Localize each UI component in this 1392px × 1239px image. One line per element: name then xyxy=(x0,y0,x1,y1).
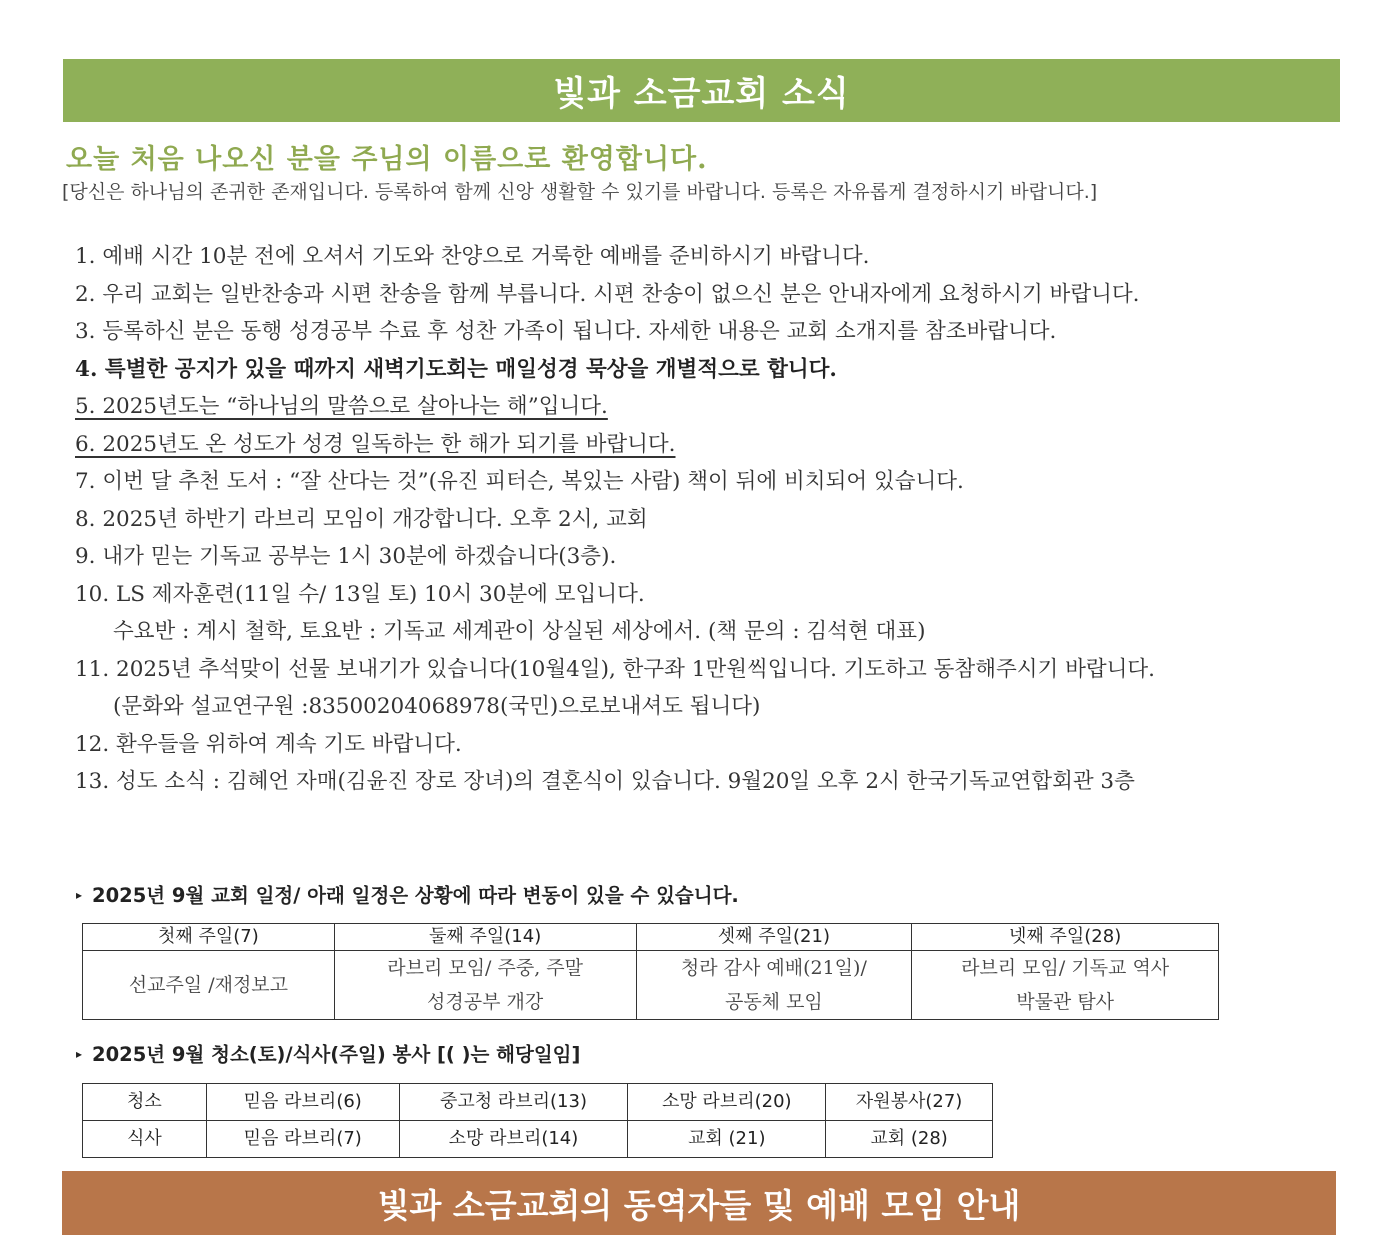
table-row xyxy=(83,1084,993,1121)
notice-item: 9. 내가 믿는 기독교 공부는 1시 30분에 하겠습니다(3층). xyxy=(75,544,617,569)
notice-item: 12. 환우들을 위하여 계속 기도 바랍니다. xyxy=(75,731,462,757)
footer-bar xyxy=(62,1171,1336,1235)
notice-item: 13. 성도 소식 : 김혜언 자매(김윤진 장로 장녀)의 결혼식이 있습니다. 9월20일 오후 2시 한국기독교연합회관 3층 xyxy=(75,769,1135,794)
bullet-triangle-icon: ▸ xyxy=(76,888,83,902)
table-cell xyxy=(912,951,1219,1020)
footer-title: 빛과 소금교회의 동역자들 및 예배 모임 안내 xyxy=(377,1185,1021,1225)
notice-item: 8. 2025년 하반기 라브리 모임이 개강합니다. 오후 2시, 교회 xyxy=(75,506,648,532)
page-title: 빛과 소금교회 소식 xyxy=(553,74,850,114)
column-header: 넷째 주일(28) xyxy=(912,924,1219,951)
schedule-table xyxy=(82,923,1219,1020)
notice-item xyxy=(75,426,1315,464)
notice-text: 5. 2025년도는 “하나님의 말씀으로 살아나는 해”입니다. xyxy=(75,394,608,419)
welcome-subtext: [당신은 하나님의 존귀한 존재입니다. 등록하여 함께 신앙 생활할 수 있기를 바랍니다. 등록은 자유롭게 결정하시기 바랍니다.] xyxy=(62,181,1098,203)
notice-item: 3. 등록하신 분은 동행 성경공부 수료 후 성찬 가족이 됩니다. 자세한 내용은 교회 소개지를 참조바랍니다. xyxy=(75,319,1057,344)
welcome-heading: 오늘 처음 나오신 분을 주님의 이름으로 환영합니다. xyxy=(66,144,708,175)
column-header: 셋째 주일(21) xyxy=(636,924,912,951)
cell-line: 라브리 모임/ 주중, 주말 xyxy=(387,957,583,979)
schedule-heading-text: 2025년 9월 교회 일정/ 아래 일정은 상황에 따라 변동이 있을 수 있습니다. xyxy=(92,884,739,907)
notice-item: 2. 우리 교회는 일반찬송과 시편 찬송을 함께 부릅니다. 시편 찬송이 없으신 분은 안내자에게 요청하시기 바랍니다. xyxy=(75,281,1140,307)
table-header-row xyxy=(83,924,1219,951)
page-title-bar xyxy=(63,59,1340,122)
table-row xyxy=(83,1121,993,1158)
cell-line: 공동체 모임 xyxy=(724,991,823,1013)
service-table xyxy=(82,1083,993,1158)
column-header: 둘째 주일(14) xyxy=(334,924,636,951)
notice-list xyxy=(75,238,1315,801)
notice-item: (문화와 설교연구원 :83500204068978(국민)으로보내셔도 됩니다) xyxy=(113,694,761,719)
service-heading xyxy=(76,1039,580,1067)
notice-item xyxy=(75,388,1315,426)
table-cell xyxy=(636,951,912,1020)
table-cell: 소망 라브리(20) xyxy=(628,1084,826,1121)
schedule-heading xyxy=(76,880,739,908)
bullet-triangle-icon: ▸ xyxy=(76,1047,83,1061)
table-row xyxy=(83,951,1219,1020)
cell-line: 선교주일 /재정보고 xyxy=(128,974,289,996)
cell-line: 라브리 모임/ 기독교 역사 xyxy=(961,957,1170,979)
table-cell: 믿음 라브리(7) xyxy=(206,1121,399,1158)
table-cell: 자원봉사(27) xyxy=(826,1084,993,1121)
table-cell xyxy=(334,951,636,1020)
service-heading-text: 2025년 9월 청소(토)/식사(주일) 봉사 [( )는 해당일임] xyxy=(92,1043,581,1066)
notice-item: 10. LS 제자훈련(11일 수/ 13일 토) 10시 30분에 모입니다. xyxy=(75,581,645,607)
cell-line: 박물관 탐사 xyxy=(1016,991,1115,1013)
notice-text: 6. 2025년도 온 성도가 성경 일독하는 한 해가 되기를 바랍니다. xyxy=(75,431,676,457)
table-cell: 중고청 라브리(13) xyxy=(399,1084,628,1121)
table-cell: 믿음 라브리(6) xyxy=(206,1084,399,1121)
table-cell xyxy=(83,951,335,1020)
column-header: 첫째 주일(7) xyxy=(83,924,335,951)
table-cell: 교회 (28) xyxy=(826,1121,993,1158)
notice-item: 7. 이번 달 추천 도서 : “잘 산다는 것”(유진 피터슨, 복있는 사람) 책이 뒤에 비치되어 있습니다. xyxy=(75,469,964,494)
table-cell: 교회 (21) xyxy=(628,1121,826,1158)
row-label: 청소 xyxy=(83,1084,207,1121)
table-cell: 소망 라브리(14) xyxy=(399,1121,628,1158)
cell-line: 청라 감사 예배(21일)/ xyxy=(680,957,867,979)
row-label: 식사 xyxy=(83,1121,207,1158)
notice-item: 11. 2025년 추석맞이 선물 보내기가 있습니다(10월4일), 한구좌 1만원씩입니다. 기도하고 동참해주시기 바랍니다. xyxy=(75,656,1156,682)
notice-item: 수요반 : 계시 철학, 토요반 : 기독교 세계관이 상실된 세상에서. (책 문의 : 김석현 대표) xyxy=(113,619,926,644)
cell-line: 성경공부 개강 xyxy=(427,991,544,1013)
notice-item: 1. 예배 시간 10분 전에 오셔서 기도와 찬양으로 거룩한 예배를 준비하시기 바랍니다. xyxy=(75,244,870,269)
notice-item: 4. 특별한 공지가 있을 때까지 새벽기도회는 매일성경 묵상을 개별적으로 합니다. xyxy=(75,356,837,382)
